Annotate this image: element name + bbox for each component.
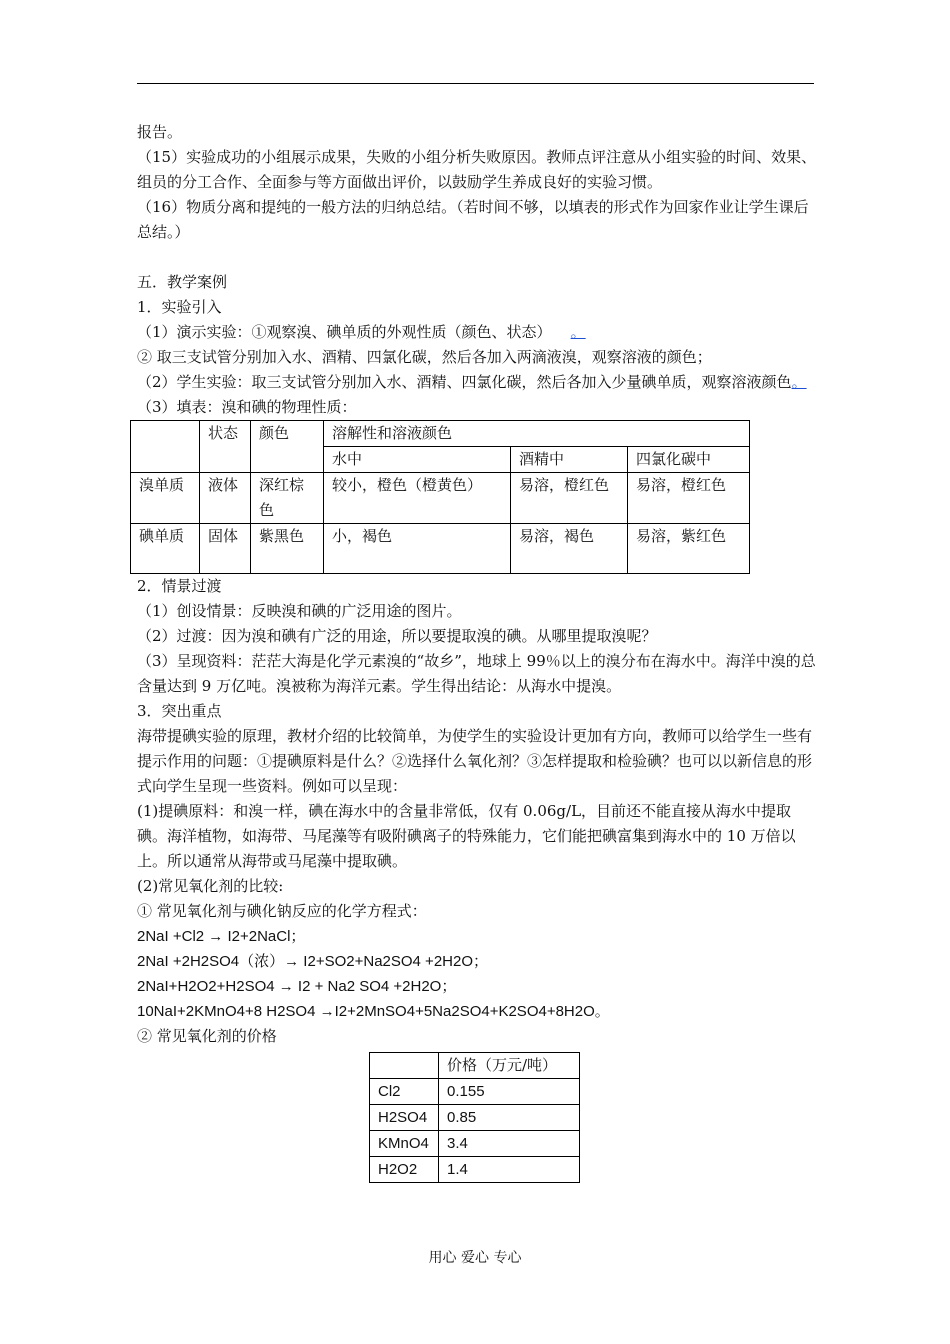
table-cell: 液体	[200, 473, 251, 524]
table-row	[370, 1157, 580, 1183]
equation: 2NaI+H2O2+H2SO4 → I2 + Na2 SO4 +2H2O；	[137, 978, 457, 995]
table-cell: KMnO4	[370, 1131, 439, 1157]
document-body	[137, 120, 817, 1183]
paragraph: (2)常见氧化剂的比较:	[137, 877, 284, 895]
paragraph: （3）填表：溴和碘的物理性质：	[137, 398, 357, 416]
page-footer: 用心 爱心 专心	[428, 1250, 522, 1266]
table-cell: 易溶，紫红色	[628, 524, 750, 574]
subsection-heading: 2．情景过渡	[137, 577, 222, 595]
equation: 10NaI+2KMnO4+8 H2SO4 →I2+2MnSO4+5Na2SO4+K2SO4+8H2O。	[137, 1003, 610, 1020]
table-row	[370, 1079, 580, 1105]
paragraph: ② 取三支试管分别加入水、酒精、四氯化碳，然后各加入两滴液溴，观察溶液的颜色；	[137, 348, 712, 366]
table-cell: 深红棕色	[251, 473, 324, 524]
subsection-heading: 1．实验引入	[137, 298, 222, 316]
table-cell: 易溶，橙红色	[628, 473, 750, 524]
paragraph: ② 常见氧化剂的价格	[137, 1027, 277, 1045]
table-cell: 易溶，橙红色	[511, 473, 628, 524]
table-header: 溶解性和溶液颜色	[324, 421, 750, 447]
equation: 2NaI +2H2SO4（浓）→ I2+SO2+Na2SO4 +2H2O；	[137, 953, 488, 970]
table-row	[131, 473, 750, 524]
table-cell: H2O2	[370, 1157, 439, 1183]
paragraph: （3）呈现资料：茫茫大海是化学元素溴的“故乡”，地球上 99％以上的溴分布在海水中。海洋中溴的总含量达到 9 万亿吨。溴被称为海洋元素。学生得出结论：从海水中提溴。	[137, 652, 816, 695]
table-cell: 紫黑色	[251, 524, 324, 574]
table-cell	[370, 1053, 439, 1079]
table-cell: Cl2	[370, 1079, 439, 1105]
table-header: 价格（万元/吨）	[439, 1053, 580, 1079]
table-cell: 3.4	[439, 1131, 580, 1157]
table-header: 状态	[200, 421, 251, 473]
equation: 2NaI +Cl2 → I2+2NaCl；	[137, 928, 306, 945]
paragraph: (1)提碘原料：和溴一样，碘在海水中的含量非常低，仅有 0.06g/L，目前还不能直接从海水中提取碘。海洋植物，如海带、马尾藻等有吸附碘离子的特殊能力，它们能把碘富集到海水中的 10 万倍以上。所以通常从海带或马尾藻中提取碘。	[137, 802, 796, 870]
table-cell: H2SO4	[370, 1105, 439, 1131]
table-cell: 0.155	[439, 1079, 580, 1105]
paragraph: （1）演示实验：①观察溴、碘单质的外观性质（颜色、状态） 。	[137, 323, 586, 341]
section-heading: 五．教学案例	[137, 273, 228, 291]
table-cell: 固体	[200, 524, 251, 574]
table-cell	[131, 421, 200, 473]
table-cell: 0.85	[439, 1105, 580, 1131]
table-header: 水中	[324, 447, 511, 473]
table-header: 四氯化碳中	[628, 447, 750, 473]
table-row	[131, 524, 750, 574]
table-cell: 碘单质	[131, 524, 200, 574]
inline-link[interactable]: 。	[791, 373, 807, 391]
paragraph: （16）物质分离和提纯的一般方法的归纳总结。（若时间不够，以填表的形式作为回家作业让学生课后总结。）	[137, 198, 809, 241]
paragraph: （15）实验成功的小组展示成果，失败的小组分析失败原因。教师点评注意从小组实验的时间、效果、组员的分工合作、全面参与等方面做出评价，以鼓励学生养成良好的实验习惯。	[137, 148, 817, 191]
table-header: 颜色	[251, 421, 324, 473]
table-cell: 1.4	[439, 1157, 580, 1183]
paragraph: （1）创设情景：反映溴和碘的广泛用途的图片。	[137, 602, 462, 620]
table-row	[370, 1105, 580, 1131]
table-cell: 小，褐色	[324, 524, 511, 574]
paragraph: （2）学生实验：取三支试管分别加入水、酒精、四氯化碳，然后各加入少量碘单质，观察溶液颜色。	[137, 373, 807, 391]
oxidant-price-table	[369, 1052, 580, 1183]
bromine-iodine-properties-table	[130, 420, 750, 574]
paragraph: ① 常见氧化剂与碘化钠反应的化学方程式：	[137, 902, 427, 920]
table-header: 酒精中	[511, 447, 628, 473]
paragraph: （2）过渡：因为溴和碘有广泛的用途，所以要提取溴的碘。从哪里提取溴呢？	[137, 627, 657, 645]
subsection-heading: 3．突出重点	[137, 702, 222, 720]
table-row	[370, 1131, 580, 1157]
paragraph: 海带提碘实验的原理，教材介绍的比较简单，为使学生的实验设计更加有方向，教师可以给学生一些有提示作用的问题：①提碘原料是什么？②选择什么氧化剂？③怎样提取和检验碘？也可以以新信息的形式向学生呈现一些资料。例如可以呈现：	[137, 727, 813, 795]
header-rule	[137, 83, 814, 84]
inline-link[interactable]: 。	[570, 323, 586, 341]
paragraph: 报告。	[137, 123, 183, 141]
table-cell: 较小，橙色（橙黄色）	[324, 473, 511, 524]
table-cell: 易溶，褐色	[511, 524, 628, 574]
table-cell: 溴单质	[131, 473, 200, 524]
